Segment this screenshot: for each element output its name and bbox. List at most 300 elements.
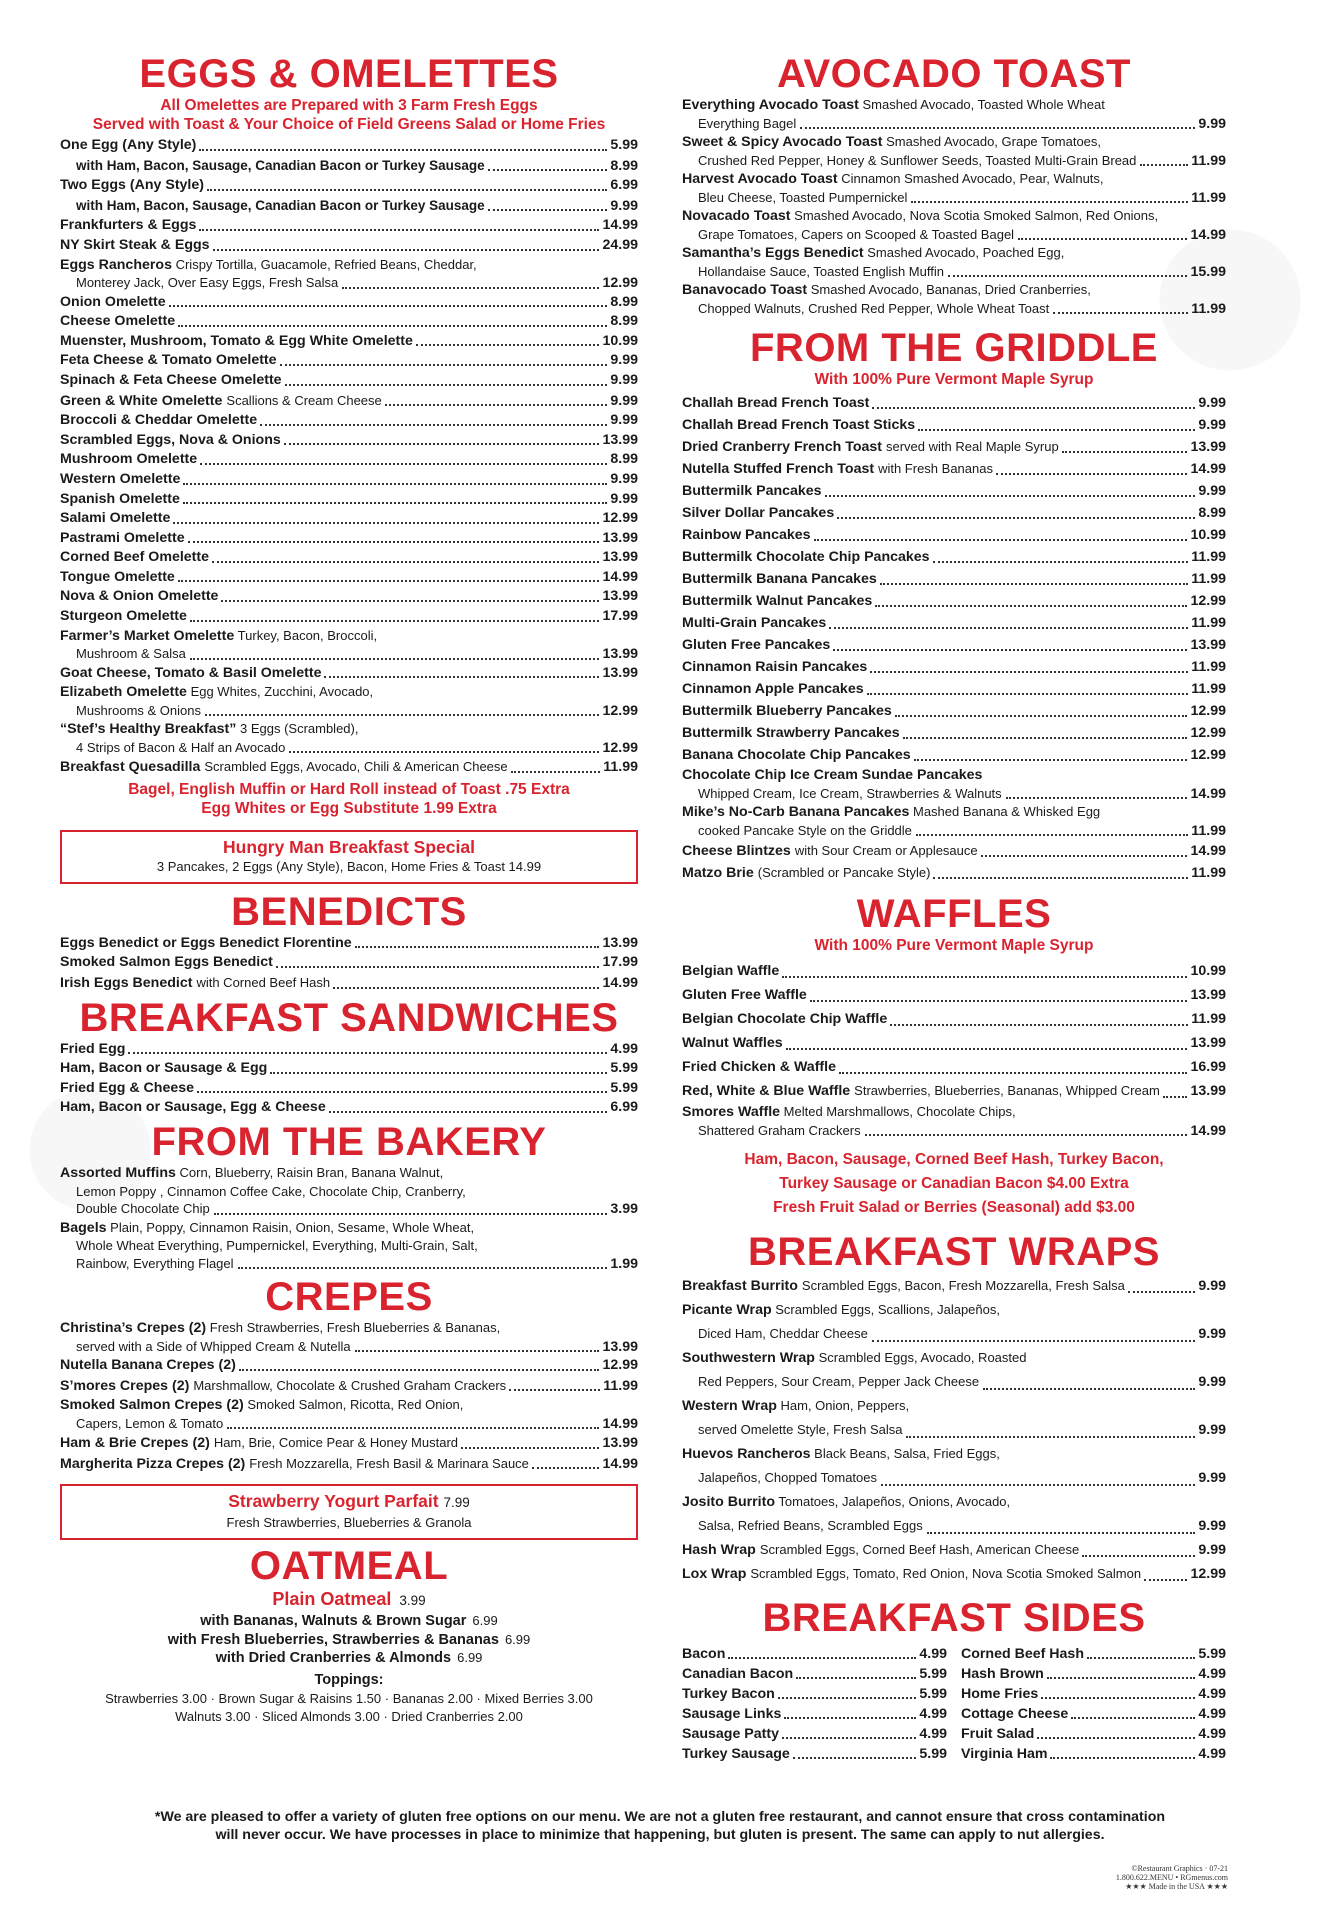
menu-item: [682, 840, 1226, 862]
waffles-note-3: Fresh Fruit Salad or Berries (Seasonal) add $3.00: [773, 1199, 1135, 1216]
item-name: Buttermilk Strawberry Pancakes: [682, 725, 900, 741]
item-desc-2: Shattered Graham Crackers: [698, 1122, 861, 1138]
item-name: Picante Wrap: [682, 1302, 772, 1318]
item-desc-2: Mushroom & Salsa: [76, 646, 186, 662]
item-price: 12.99: [602, 275, 638, 292]
oatmeal-block: [60, 1588, 638, 1726]
item-desc: Egg Whites, Zucchini, Avocado,: [190, 684, 374, 700]
item-name: Banavocado Toast: [682, 282, 808, 298]
leader-dots: [260, 424, 607, 426]
menu-item: [682, 959, 1226, 983]
item-line-1: [60, 720, 638, 739]
item-name: Gluten Free Pancakes: [682, 637, 831, 653]
menu-item-multiline: [682, 1490, 1226, 1538]
item-price: 14.99: [602, 975, 638, 992]
item-price: 9.99: [1198, 1326, 1226, 1342]
item-price: 14.99: [602, 1415, 638, 1432]
item-name: Feta Cheese & Tomato Omelette: [60, 352, 277, 369]
item-desc-2: Jalapeños, Chopped Tomatoes: [698, 1470, 877, 1485]
item-name: Corned Beef Hash: [961, 1646, 1084, 1662]
item-price: 12.99: [1190, 747, 1226, 763]
leader-dots: [355, 946, 600, 948]
menu-item: [60, 973, 638, 994]
item-desc: Cinnamon Smashed Avocado, Pear, Walnuts,: [841, 171, 1104, 186]
item-price: 10.99: [1190, 963, 1226, 979]
item-desc: Smashed Avocado, Toasted Whole Wheat: [862, 97, 1105, 112]
eggs-subtitle-1: All Omelettes are Prepared with 3 Farm Fresh Eggs: [160, 97, 538, 114]
item-desc-2: Diced Ham, Cheddar Cheese: [698, 1326, 868, 1341]
item-name: Challah Bread French Toast: [682, 395, 870, 411]
item-name: Western Wrap: [682, 1398, 777, 1414]
leader-dots: [880, 583, 1188, 585]
menu-item: [60, 391, 638, 412]
item-desc-3: Rainbow, Everything Flagel: [76, 1255, 234, 1271]
leader-dots: [284, 443, 600, 445]
item-line-1: [682, 133, 1226, 152]
item-desc: Scrambled Eggs, Bacon, Fresh Mozzarella, Fresh Salsa: [801, 1278, 1125, 1293]
item-price: 9.99: [1198, 115, 1226, 132]
credit-3: ★★★ Made in the USA ★★★: [1125, 1882, 1228, 1891]
item-price: 3.99: [610, 1201, 638, 1217]
parfait-title: Strawberry Yogurt Parfait 7.99: [228, 1491, 470, 1512]
menu-item: [60, 1376, 638, 1397]
item-line-1: [60, 1164, 638, 1183]
item-price: 5.99: [610, 1079, 638, 1096]
leader-dots: [867, 693, 1189, 695]
item-price: 13.99: [1190, 637, 1226, 653]
item-name: Banana Chocolate Chip Pancakes: [682, 747, 911, 763]
sandwiches-list: [60, 1040, 638, 1118]
leader-dots: [903, 737, 1188, 739]
item-name: Muenster, Mushroom, Tomato & Egg White Omelette: [60, 332, 413, 349]
item-name: Sturgeon Omelette: [60, 608, 187, 625]
item-price: 11.99: [603, 1377, 638, 1394]
item-price: 5.99: [610, 137, 638, 153]
item-price: 11.99: [1191, 681, 1226, 697]
item-price: 13.99: [1190, 1035, 1226, 1051]
item-name: Eggs Benedict or Eggs Benedict Florentine: [60, 934, 352, 951]
item-price: 9.99: [1198, 1422, 1226, 1438]
menu-item: [60, 529, 638, 549]
item-name: Onion Omelette: [60, 293, 166, 310]
item-price: 14.99: [1190, 226, 1226, 243]
item-desc: served with Real Maple Syrup: [886, 439, 1059, 454]
item-price: 4.99: [1198, 1726, 1226, 1742]
item-desc-2: Crushed Red Pepper, Honey & Sunflower Seeds, Toasted Multi-Grain Bread: [698, 152, 1137, 168]
item-price: 12.99: [602, 510, 638, 527]
item-line-2: [682, 822, 1226, 841]
menu-item: [60, 1356, 638, 1376]
leader-dots: [270, 1072, 607, 1074]
menu-item: [682, 1007, 1226, 1031]
item-line-1: [60, 1219, 638, 1238]
smores-waffle: [682, 1103, 1226, 1140]
crepes-list: [60, 1319, 638, 1474]
item-desc: Black Beans, Salsa, Fried Eggs,: [814, 1446, 1000, 1461]
menu-item-multiline: [682, 1442, 1226, 1490]
item-desc: Fresh Mozzarella, Fresh Basil & Marinara Sauce: [249, 1455, 529, 1471]
option-name: with Bananas, Walnuts & Brown Sugar: [200, 1613, 467, 1630]
item-price: 4.99: [919, 1726, 947, 1742]
item-name: Turkey Bacon: [682, 1686, 775, 1702]
item-desc: Ham, Brie, Comice Pear & Honey Mustard: [213, 1435, 459, 1451]
leader-dots: [1140, 164, 1188, 166]
menu-item-multiline: [682, 207, 1226, 244]
footer-line-2: will never occur. We have processes in place to minimize that happening, but gluten is present. The same can apply to nut allergies.: [215, 1827, 1105, 1843]
leader-dots: [1163, 1096, 1188, 1098]
item-price: 12.99: [1190, 725, 1226, 741]
item-name: Spanish Omelette: [60, 490, 180, 507]
item-desc: 3 Eggs (Scrambled),: [239, 721, 359, 737]
menu-item: [60, 332, 638, 352]
leader-dots: [385, 404, 608, 406]
leader-dots: [778, 1697, 917, 1699]
item-price: 14.99: [1190, 461, 1226, 477]
item-desc: Smashed Avocado, Poached Egg,: [867, 245, 1065, 260]
item-desc: Marshmallow, Chocolate & Crushed Graham Crackers: [193, 1377, 507, 1393]
item-price: 4.99: [1198, 1666, 1226, 1682]
menu-item: [682, 678, 1226, 700]
item-desc: Scrambled Eggs, Corned Beef Hash, American Cheese: [759, 1542, 1080, 1557]
item-price: 9.99: [1198, 483, 1226, 499]
item-price: 14.99: [1190, 1122, 1226, 1139]
item-price: 5.99: [919, 1666, 947, 1682]
benedicts-list: [60, 934, 638, 994]
item-price: 9.99: [610, 470, 638, 487]
item-price: 13.99: [602, 934, 638, 951]
item-name: Home Fries: [961, 1686, 1039, 1702]
item-price: 8.99: [610, 157, 638, 174]
leader-dots: [289, 751, 599, 753]
item-price: 5.99: [919, 1746, 947, 1762]
leader-dots: [324, 676, 599, 678]
bakery-list: [60, 1164, 638, 1273]
item-price: 14.99: [602, 568, 638, 585]
bakery-title: FROM THE BAKERY: [151, 1120, 547, 1164]
item-line-1: [60, 1396, 638, 1415]
item-name: Novacado Toast: [682, 208, 791, 224]
menu-item: [60, 450, 638, 470]
menu-item-multiline: [682, 96, 1226, 133]
item-desc-2: 4 Strips of Bacon & Half an Avocado: [76, 739, 286, 755]
item-line-1: [682, 244, 1226, 263]
item-price: 13.99: [1190, 1083, 1226, 1099]
item-line-2: [682, 1466, 1226, 1490]
item-line-2: [682, 263, 1226, 282]
item-price: 9.99: [610, 490, 638, 507]
item-name: Southwestern Wrap: [682, 1350, 815, 1366]
item-line-2: [60, 645, 638, 664]
menu-item: [60, 411, 638, 431]
leader-dots: [329, 1111, 608, 1113]
leader-dots: [865, 1134, 1188, 1136]
leader-dots: [875, 605, 1187, 607]
item-line-1: [682, 1346, 1226, 1370]
eggs-note-2: Egg Whites or Egg Substitute 1.99 Extra: [201, 799, 497, 817]
menu-item-multiline: [60, 720, 638, 757]
leader-dots: [1037, 1737, 1195, 1739]
menu-item: [682, 1684, 947, 1704]
item-name: Salami Omelette: [60, 510, 171, 527]
item-price: 6.99: [610, 1099, 638, 1116]
item-line-2: [60, 274, 638, 293]
leader-dots: [933, 877, 1188, 879]
menu-item: [60, 312, 638, 332]
item-name: Silver Dollar Pancakes: [682, 505, 835, 521]
menu-item: [60, 431, 638, 451]
item-desc-3: Double Chocolate Chip: [76, 1201, 210, 1216]
menu-item: [60, 1433, 638, 1454]
item-line-1: [682, 1394, 1226, 1418]
item-name: Nutella Banana Crepes (2): [60, 1357, 236, 1373]
menu-item: [961, 1704, 1226, 1724]
leader-dots: [782, 1737, 916, 1739]
item-price: 12.99: [1190, 593, 1226, 609]
item-desc-2: Everything Bagel: [698, 115, 797, 131]
item-price: 9.99: [1198, 395, 1226, 411]
sides-title: BREAKFAST SIDES: [762, 1596, 1146, 1640]
item-line-2: [60, 1338, 638, 1357]
item-price: 11.99: [1191, 1011, 1226, 1027]
omelette-multi: [60, 627, 638, 664]
item-name: Fried Chicken & Waffle: [682, 1059, 836, 1075]
leader-dots: [461, 1447, 599, 1449]
menu-item-multiline: [682, 170, 1226, 207]
menu-item-multiline: [60, 683, 638, 720]
menu-item: [60, 509, 638, 529]
eggs-subtitle-2: Served with Toast & Your Choice of Field Greens Salad or Home Fries: [92, 116, 606, 133]
menu-item: [682, 656, 1226, 678]
leader-dots: [276, 966, 600, 968]
leader-dots: [342, 287, 599, 289]
menu-item: [682, 634, 1226, 656]
menu-item: [60, 1454, 638, 1475]
menu-item: [60, 371, 638, 391]
item-line-1: [682, 96, 1226, 115]
item-price: 13.99: [602, 646, 638, 663]
item-name: Fried Egg & Cheese: [60, 1079, 195, 1096]
item-price: 5.99: [919, 1686, 947, 1702]
item-name: Western Omelette: [60, 470, 181, 487]
item-name: Two Eggs (Any Style): [60, 177, 204, 194]
item-line-1: [682, 170, 1226, 189]
item-desc: Plain, Poppy, Cinnamon Raisin, Onion, Sesame, Whole Wheat,: [110, 1219, 475, 1235]
item-desc: Scrambled Eggs, Tomato, Red Onion, Nova Scotia Smoked Salmon: [750, 1566, 1142, 1581]
omelette-list: [60, 293, 638, 627]
leader-dots: [199, 149, 607, 151]
item-name: Cottage Cheese: [961, 1706, 1069, 1722]
menu-item: [60, 156, 638, 177]
leader-dots: [178, 580, 600, 582]
item-name: “Stef’s Healthy Breakfast”: [60, 721, 237, 738]
item-price: 6.99: [610, 177, 638, 194]
item-name: NY Skirt Steak & Eggs: [60, 236, 210, 253]
leader-dots: [829, 627, 1188, 629]
wraps-title: BREAKFAST WRAPS: [748, 1230, 1160, 1274]
leader-dots: [183, 483, 607, 485]
leader-dots: [178, 325, 607, 327]
item-line-2: [60, 702, 638, 721]
menu-item: [60, 934, 638, 954]
item-price: 9.99: [1198, 417, 1226, 433]
item-name: Ham, Bacon or Sausage & Egg: [60, 1060, 268, 1077]
leader-dots: [796, 1677, 916, 1679]
menu-item: [60, 607, 638, 627]
waffles-note-1: Ham, Bacon, Sausage, Corned Beef Hash, Turkey Bacon,: [744, 1151, 1164, 1168]
item-desc-2: Hollandaise Sauce, Toasted English Muffin: [698, 263, 944, 279]
leader-dots: [333, 987, 599, 989]
leader-dots: [872, 407, 1195, 409]
mikes-pancakes: [682, 803, 1226, 840]
hungry-man-box: [60, 830, 638, 884]
item-name: Sausage Patty: [682, 1726, 779, 1742]
menu-item: [682, 1644, 947, 1664]
item-price: 9.99: [610, 412, 638, 429]
item-line-1: [682, 1298, 1226, 1322]
item-line-3: [60, 1255, 638, 1274]
menu-item: [60, 1079, 638, 1099]
leader-dots: [918, 429, 1195, 431]
item-line-2: [682, 1514, 1226, 1538]
item-name: with Ham, Bacon, Sausage, Canadian Bacon or Turkey Sausage: [76, 197, 485, 213]
sandwiches-title: BREAKFAST SANDWICHES: [79, 995, 619, 1040]
item-line-2: [682, 1370, 1226, 1394]
item-desc-2: Chopped Walnuts, Crushed Red Pepper, Whole Wheat Toast: [698, 300, 1050, 316]
item-name: Red, White & Blue Waffle: [682, 1083, 851, 1099]
menu-item: [682, 414, 1226, 436]
leader-dots: [810, 1000, 1188, 1002]
item-desc-2: cooked Pancake Style on the Griddle: [698, 822, 912, 838]
griddle-subtitle: With 100% Pure Vermont Maple Syrup: [814, 371, 1094, 388]
item-name: Huevos Rancheros: [682, 1446, 811, 1462]
item-name: Canadian Bacon: [682, 1666, 794, 1682]
item-line-2: [682, 226, 1226, 245]
item-price: 4.99: [1198, 1746, 1226, 1762]
item-name: Bacon: [682, 1646, 726, 1662]
menu-item: [60, 351, 638, 371]
item-name: Mike’s No-Carb Banana Pancakes: [682, 804, 910, 820]
item-price: 4.99: [919, 1706, 947, 1722]
item-name: Pastrami Omelette: [60, 529, 185, 546]
menu-item-multiline: [60, 1396, 638, 1433]
item-name: Buttermilk Blueberry Pancakes: [682, 703, 892, 719]
eggs-title: EGGS & OMELETTES: [139, 52, 559, 96]
eggs-list: [60, 136, 638, 256]
menu-item-multiline: [682, 766, 1226, 803]
item-name: Belgian Chocolate Chip Waffle: [682, 1011, 888, 1027]
waffles-title: WAFFLES: [856, 892, 1052, 936]
menu-item: [60, 587, 638, 607]
leader-dots: [890, 1024, 1188, 1026]
item-price: 4.99: [610, 1040, 638, 1057]
menu-item: [60, 757, 638, 778]
leader-dots: [183, 502, 608, 504]
item-desc-2: served with a Side of Whipped Cream & Nutella: [76, 1338, 351, 1354]
item-line-2: Lemon Poppy , Cinnamon Coffee Cake, Chocolate Chip, Cranberry,: [76, 1183, 466, 1199]
item-desc: Mashed Banana & Whisked Egg: [912, 804, 1101, 819]
leader-dots: [793, 1757, 917, 1759]
leader-dots: [188, 541, 600, 543]
menu-item: [60, 216, 638, 236]
leader-dots: [872, 1340, 1196, 1342]
quesadilla: [60, 757, 638, 778]
credit-1: ©Restaurant Graphics · 07-21: [1131, 1864, 1228, 1873]
menu-item-multiline: [682, 1103, 1226, 1140]
benedicts-title: BENEDICTS: [231, 889, 467, 934]
leader-dots: [1062, 451, 1188, 453]
oatmeal-option: [60, 1649, 638, 1668]
menu-item: [961, 1724, 1226, 1744]
item-price: 9.99: [1198, 1542, 1226, 1558]
leader-dots: [488, 169, 608, 171]
leader-dots: [1006, 797, 1188, 799]
leader-dots: [532, 1467, 600, 1469]
item-name: Tongue Omelette: [60, 568, 175, 585]
item-name: Farmer’s Market Omelette: [60, 627, 235, 644]
leader-dots: [285, 384, 608, 386]
leader-dots: [906, 1436, 1195, 1438]
leader-dots: [221, 600, 599, 602]
item-price: 17.99: [602, 608, 638, 625]
leader-dots: [1071, 1717, 1195, 1719]
item-name: Smoked Salmon Crepes (2): [60, 1397, 244, 1414]
item-name: Hash Wrap: [682, 1542, 756, 1558]
item-line-1: [682, 803, 1226, 822]
item-desc: Smashed Avocado, Bananas, Dried Cranberries,: [810, 282, 1091, 297]
item-name: Cinnamon Apple Pancakes: [682, 681, 864, 697]
oatmeal-options: [60, 1612, 638, 1668]
menu-item: [682, 1538, 1226, 1562]
item-price: 11.99: [603, 759, 638, 776]
item-price: 12.99: [1190, 703, 1226, 719]
item-price: 8.99: [610, 293, 638, 310]
leader-dots: [1041, 1697, 1195, 1699]
item-price: 8.99: [610, 313, 638, 330]
menu-item: [682, 1744, 947, 1764]
waffles-list: [682, 959, 1226, 1103]
omelette-multi-2: [60, 683, 638, 757]
menu-item: [60, 196, 638, 217]
leader-dots: [1047, 1677, 1196, 1679]
oatmeal-option: [60, 1612, 638, 1631]
toppings-line-1: Strawberries 3.00 · Brown Sugar & Raisins 1.50 · Bananas 2.00 · Mixed Berries 3.00: [105, 1690, 593, 1706]
item-name: Eggs Rancheros: [60, 256, 172, 273]
sides-left: [682, 1644, 947, 1764]
leader-dots: [825, 495, 1196, 497]
item-price: 24.99: [602, 236, 638, 253]
menu-item: [682, 1562, 1226, 1586]
leader-dots: [1053, 312, 1188, 314]
sundae-pancakes: [682, 766, 1226, 803]
leader-dots: [1087, 1657, 1195, 1659]
item-desc: Smashed Avocado, Nova Scotia Smoked Salmon, Red Onions,: [794, 208, 1159, 223]
item-desc: with Sour Cream or Applesauce: [794, 843, 978, 858]
menu-item: [682, 524, 1226, 546]
menu-item-multiline: [682, 133, 1226, 170]
menu-item: [682, 862, 1226, 884]
item-desc: Tomatoes, Jalapeños, Onions, Avocado,: [778, 1494, 1011, 1509]
item-name: Lox Wrap: [682, 1566, 747, 1582]
item-price: 14.99: [1190, 785, 1226, 802]
item-desc-2: Red Peppers, Sour Cream, Pepper Jack Cheese: [698, 1374, 980, 1389]
menu-item: [60, 236, 638, 256]
item-line-1: [682, 281, 1226, 300]
item-price: 13.99: [602, 664, 638, 681]
item-name: Challah Bread French Toast Sticks: [682, 417, 916, 433]
option-price: 6.99: [472, 1613, 498, 1629]
item-desc-2: Grape Tomatoes, Capers on Scooped & Toasted Bagel: [698, 226, 1015, 242]
item-price: 12.99: [602, 702, 638, 719]
